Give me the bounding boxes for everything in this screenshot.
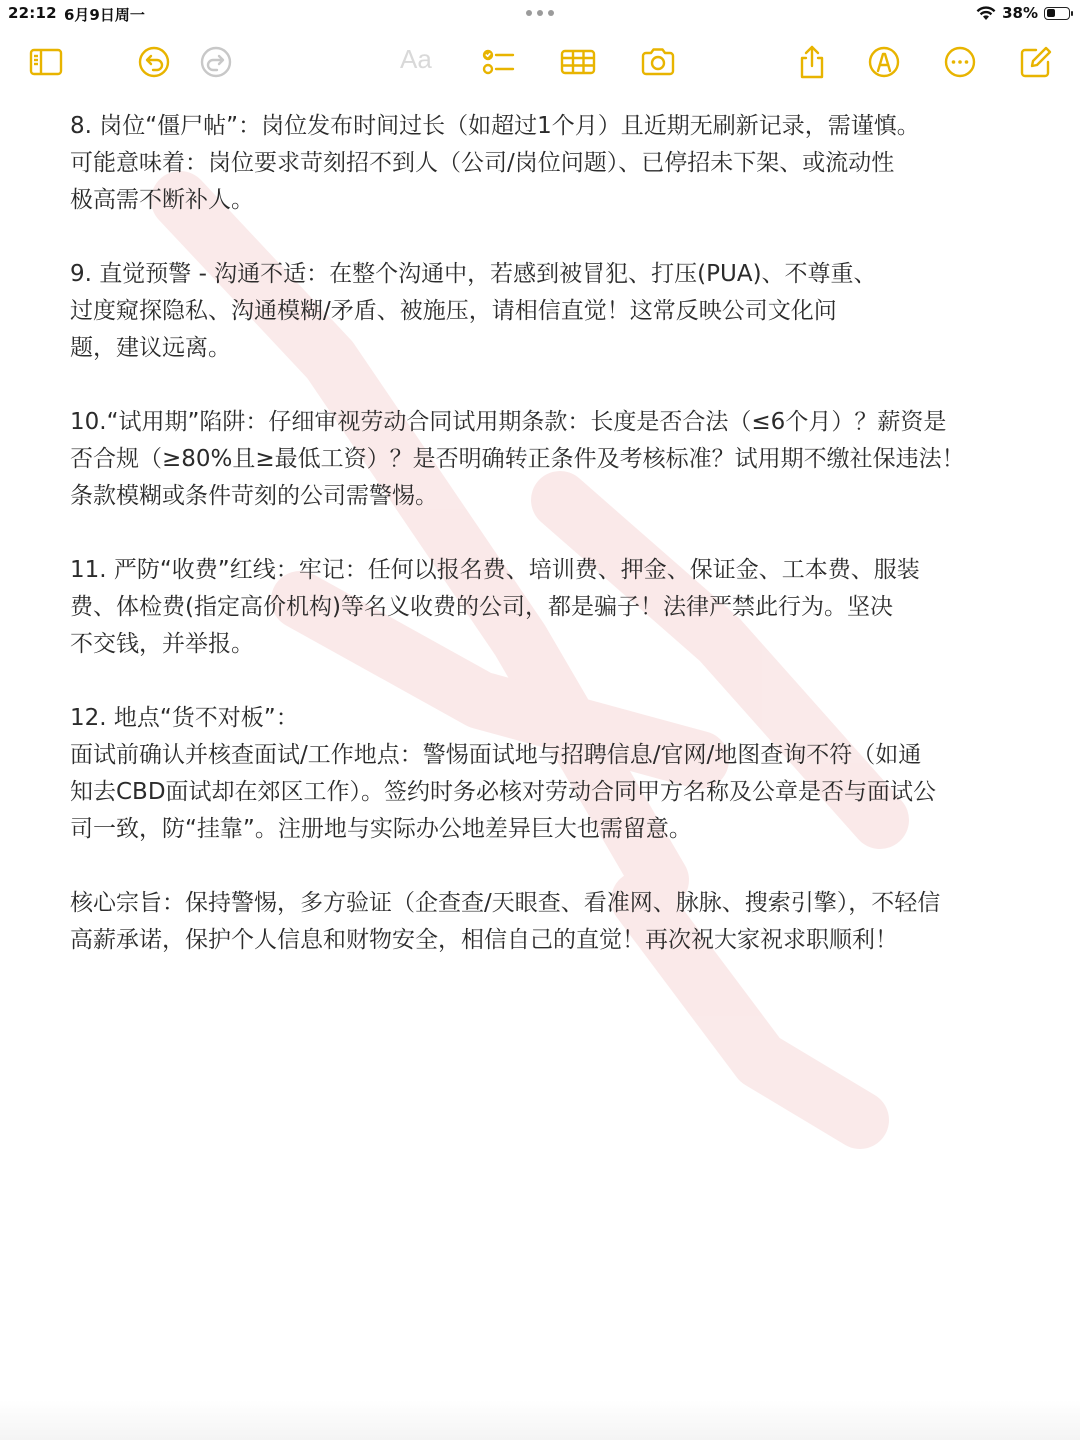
note-line: 条款模糊或条件苛刻的公司需警惕。 <box>70 483 438 509</box>
undo-icon[interactable] <box>134 42 174 82</box>
note-content[interactable] <box>70 108 1020 996</box>
share-icon[interactable] <box>792 42 832 82</box>
note-paragraph <box>70 552 1020 663</box>
note-line: 面试前确认并核查面试/工作地点：警惕面试地与招聘信息/官网/地图查询不符（如通 <box>70 742 922 768</box>
text-format-icon[interactable]: Aa <box>400 44 432 74</box>
note-line: 9. 直觉预警 - 沟通不适：在整个沟通中，若感到被冒犯、打压(PUA)、不尊重、 <box>70 261 877 287</box>
note-line: 11. 严防“收费”红线：牢记：任何以报名费、培训费、押金、保证金、工本费、服装 <box>70 557 920 583</box>
battery-icon <box>1044 7 1070 20</box>
battery-level <box>1047 9 1055 17</box>
status-bar <box>0 0 1080 28</box>
compose-icon[interactable] <box>1016 42 1056 82</box>
status-time: 22:12 <box>8 4 57 22</box>
note-paragraph <box>70 404 1020 515</box>
note-line: 否合规（≥80%且≥最低工资）？是否明确转正条件及考核标准？试用期不缴社保违法！ <box>70 446 965 472</box>
note-line: 题，建议远离。 <box>70 335 231 361</box>
battery-percent: 38% <box>1002 4 1038 22</box>
sidebar-icon[interactable] <box>26 42 66 82</box>
multitasking-menu-icon[interactable] <box>524 6 556 20</box>
note-paragraph <box>70 256 1020 367</box>
note-line: 8. 岗位“僵尸帖”：岗位发布时间过长（如超过1个月）且近期无刷新记录，需谨慎。 <box>70 113 920 139</box>
more-icon[interactable] <box>940 42 980 82</box>
camera-icon[interactable] <box>638 42 678 82</box>
checklist-icon[interactable] <box>478 42 518 82</box>
redo-icon[interactable] <box>196 42 236 82</box>
bottom-fade <box>0 1400 1080 1440</box>
notes-toolbar <box>0 36 1080 86</box>
note-line: 核心宗旨：保持警惕，多方验证（企查查/天眼查、看准网、脉脉、搜索引擎），不轻信 <box>70 890 941 916</box>
markup-icon[interactable] <box>864 42 904 82</box>
note-line: 不交钱，并举报。 <box>70 631 254 657</box>
note-line: 费、体检费(指定高价机构)等名义收费的公司，都是骗子！法律严禁此行为。坚决 <box>70 594 893 620</box>
wifi-icon <box>976 6 996 21</box>
table-icon[interactable] <box>558 42 598 82</box>
status-date: 6月9日周一 <box>64 6 145 24</box>
note-line: 过度窥探隐私、沟通模糊/矛盾、被施压，请相信直觉！这常反映公司文化问 <box>70 298 837 324</box>
note-line: 知去CBD面试却在郊区工作）。签约时务必核对劳动合同甲方名称及公章是否与面试公 <box>70 779 937 805</box>
note-paragraph <box>70 885 1020 959</box>
status-indicators <box>976 4 1070 22</box>
note-line: 极高需不断补人。 <box>70 187 254 213</box>
note-paragraph <box>70 108 1020 219</box>
note-line: 高薪承诺，保护个人信息和财物安全，相信自己的直觉！再次祝大家祝求职顺利！ <box>70 927 898 953</box>
note-line: 12. 地点“货不对板”： <box>70 705 299 731</box>
note-line: 可能意味着：岗位要求苛刻招不到人（公司/岗位问题）、已停招未下架、或流动性 <box>70 150 895 176</box>
note-paragraph <box>70 700 1020 848</box>
note-line: 司一致，防“挂靠”。注册地与实际办公地差异巨大也需留意。 <box>70 816 692 842</box>
note-line: 10.“试用期”陷阱：仔细审视劳动合同试用期条款：长度是否合法（≤6个月）？薪资是 <box>70 409 947 435</box>
